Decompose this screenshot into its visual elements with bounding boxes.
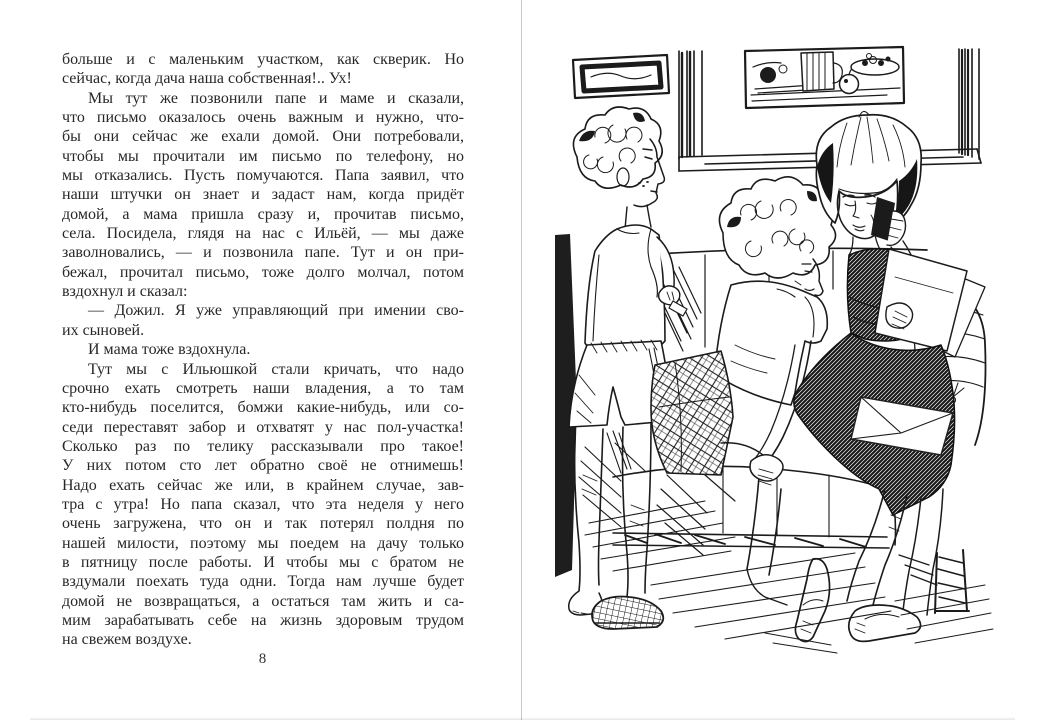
text-line: седи переставят забор и отхватят у нас пол-участка! [62,418,464,436]
text-line: домой не возвращаться, а остаться там жить и са- [62,592,464,610]
text-line: больше и с маленьким участком, как скверик. Но [62,51,464,68]
text-line: — Дожил. Я уже управляющий при имении сво- [88,302,464,320]
text-line: Сколько раз по телику рассказывали про такое! [62,437,464,455]
text-line: домой, а мама пришла сразу и, прочитав письмо, [62,205,464,223]
text-line: вздохнул и сказал: [62,283,188,301]
text-line: их сыновей. [62,321,145,339]
page-number: 8 [258,651,268,667]
text-line: чтобы мы прочитали им письмо по телефону, но [62,147,464,165]
text-line: мы отказались. Пусть помучаются. Папа заявил, что [62,167,464,185]
left-page [0,0,521,720]
text-line: срочно ехать смотреть наши владения, а то там [62,379,464,397]
text-line: мим зарабатывать себе на жизнь здоровым трудом [62,611,464,629]
text-line: У них потом сто лет обратно своё не отнимешь! [62,457,464,475]
text-line: села. Посидела, глядя на нас с Ильёй, — мы даже [62,225,464,243]
still-life-picture [745,47,904,108]
text-line: вздумали поехать туда одни. Тогда нам лучше будет [62,573,464,591]
wall-picture-frame [573,55,669,98]
text-line: наши штучки он знает и задаст нам, когда придёт [62,186,464,204]
door-frame-right [959,49,979,159]
text-line: очень загружена, что он и так потерял полдня по [62,515,464,533]
door-frame-left [679,51,702,159]
text-line: тра с утра! Но папа сказал, что эта неделя у него [62,495,464,513]
text-line: что письмо оказалось очень важным и нужно, что- [62,109,464,127]
text-line: сейчас, когда дача наша собственная!.. Ух! [62,70,352,88]
book-illustration [555,45,995,660]
text-line: бежал, прочитал письмо, тоже долго молчал, потом [62,263,464,281]
text-line: в пятницу после работы. И чтобы мы с братом не [62,553,464,571]
text-line: Надо ехать сейчас же или, в крайнем случае, зав- [62,476,464,494]
text-line: заволновались, — и позвонила папе. Тут и он при- [62,244,464,262]
text-line: бы они сейчас же ехали домой. Они потребовали, [62,128,464,146]
text-line: нашей милости, поэтому мы поедем на дачу только [62,534,464,552]
text-line: кто-нибудь поселится, бомжи какие-нибудь, или со- [62,399,464,417]
text-line: Тут мы с Ильюшкой стали кричать, что надо [88,360,464,378]
page-text [62,50,464,650]
text-line: И мама тоже вздохнула. [88,341,251,359]
text-line: на свежем воздухе. [62,631,192,649]
text-line: Мы тут же позвонили папе и маме и сказали, [88,89,464,107]
right-page [522,0,1045,720]
